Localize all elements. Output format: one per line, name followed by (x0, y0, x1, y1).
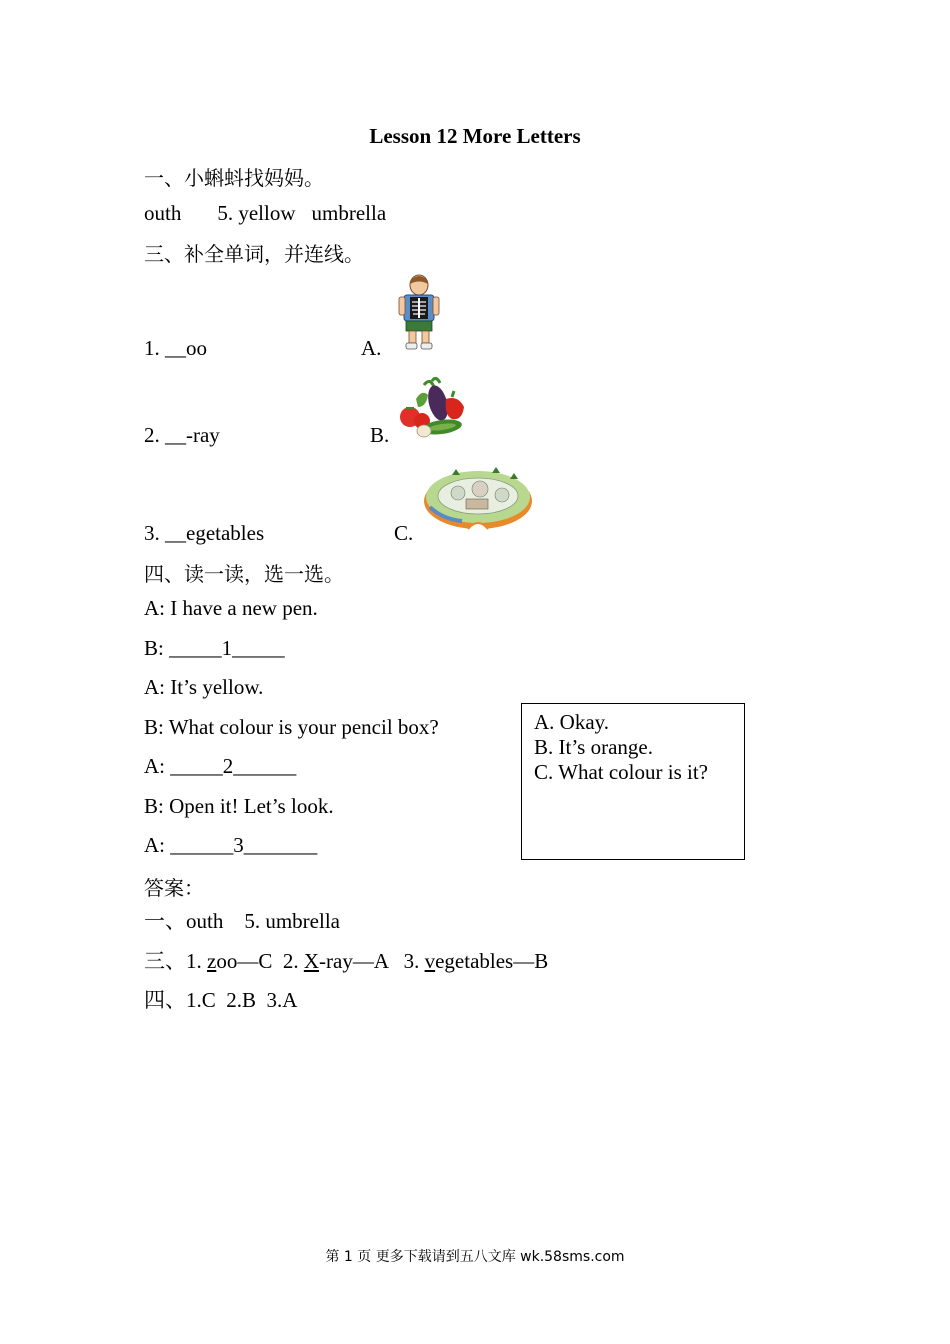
section3-item-3-word: 3. __egetables (144, 521, 265, 545)
answer-1-rest: oo—C 2. (216, 949, 304, 973)
dialogue-line-7: A: ______3_______ (144, 833, 318, 857)
answer-3-rest: egetables—B (435, 949, 549, 973)
answers-line-1: 一、outh 5. umbrella (144, 909, 340, 933)
answer-letter-z: z (207, 949, 217, 973)
dialogue-line-6: B: Open it! Let’s look. (144, 794, 334, 818)
dialogue-line-2: B: _____1_____ (144, 636, 285, 660)
section3-item-2-option: B. (370, 423, 390, 447)
dialogue-line-4: B: What colour is your pencil box? (144, 715, 439, 739)
page-footer: 第 1 页 更多下载请到五八文库 wk.58sms.com (325, 1249, 625, 1265)
section1-line (144, 200, 386, 226)
section1-word-yellow: 5. yellow (217, 201, 296, 225)
section3-item-1-option: A. (361, 336, 382, 360)
answer-2-rest: -ray—A 3. (319, 949, 425, 973)
option-a: A. Okay. (534, 710, 610, 734)
page-title: Lesson 12 More Letters (369, 124, 581, 148)
section3-item-3-option: C. (394, 521, 414, 545)
section1-heading: 一、小蝌蚪找妈妈。 (144, 166, 324, 190)
section1-word-umbrella: umbrella (311, 201, 387, 225)
option-c: C. What colour is it? (534, 760, 708, 784)
section4-heading: 四、读一读，选一选。 (144, 562, 344, 586)
section1-word-outh: outh (144, 201, 182, 225)
xray-boy-icon (396, 273, 442, 351)
section3-item-1-word: 1. __oo (144, 336, 207, 360)
dialogue-line-1: A: I have a new pen. (144, 596, 318, 620)
answers-line-3: 四、1.C 2.B 3.A (144, 988, 298, 1012)
vegetables-icon (396, 377, 468, 439)
dialogue-line-5: A: _____2______ (144, 754, 297, 778)
zoo-park-icon (422, 463, 534, 535)
options-box (521, 703, 745, 860)
answer-letter-v: v (424, 949, 436, 973)
option-b: B. It’s orange. (534, 735, 653, 759)
section3-heading: 三、补全单词，并连线。 (144, 242, 364, 266)
answers-line-2-prefix: 三、1. (144, 949, 207, 973)
answers-heading: 答案： (144, 876, 204, 900)
section3-item-2-word: 2. __-ray (144, 423, 220, 447)
answers-line-2 (144, 948, 548, 974)
answer-letter-x: X (303, 949, 320, 973)
dialogue-line-3: A: It’s yellow. (144, 675, 264, 699)
